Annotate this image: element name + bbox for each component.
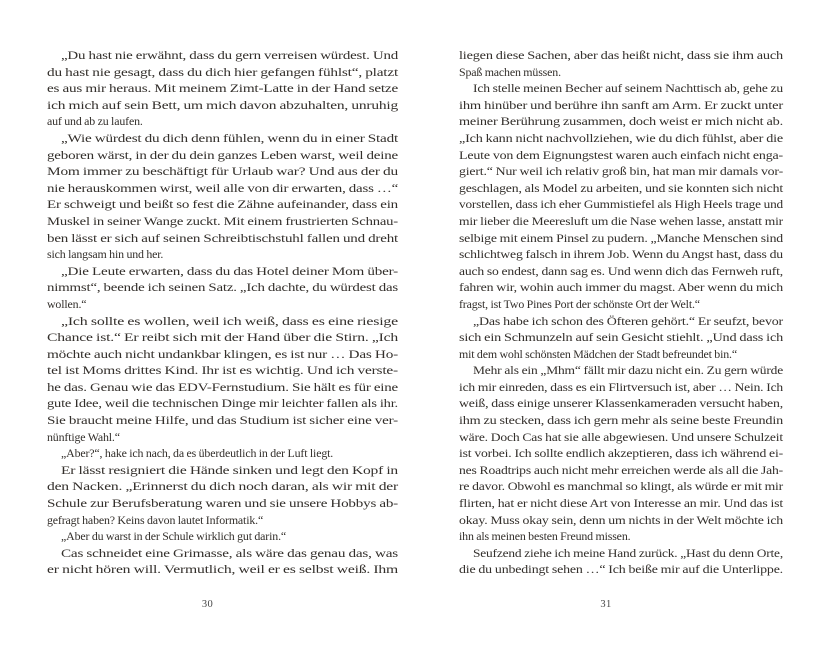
text-line-content: auch so endest, dann sag es. Und wenn dich das Fernweh ruft, (459, 263, 783, 278)
text-line (47, 180, 398, 197)
text-line (459, 163, 783, 180)
text-line (459, 313, 783, 330)
text-line-content: Ich stelle meinen Becher auf seinem Nachttisch ab, gehe zu (473, 81, 783, 96)
text-line (459, 64, 783, 81)
text-line-content: sich langsam hin und her. (47, 247, 164, 262)
text-line-content: re davor. Obwohl es manchmal so klingt, als würde er mit mir (459, 479, 783, 494)
text-line-content: „Wie würdest du dich denn fühlen, wenn du in einer Stadt (61, 130, 398, 145)
text-line (47, 263, 398, 280)
text-line (459, 412, 783, 429)
text-line (47, 395, 398, 412)
text-line (47, 246, 398, 263)
text-line-content: liegen diese Sachen, aber das heißt nicht, dass sie ihm auch (459, 48, 783, 62)
text-line-content: nimmst“, beende ich seinen Satz. „Ich dachte, du würdest das (47, 280, 398, 295)
text-line (459, 113, 783, 130)
text-line-content: ihm zu stecken, dass ich gern mehr als seine beste Freundin (459, 413, 783, 428)
text-line (459, 296, 783, 313)
text-line (47, 313, 398, 330)
text-line (47, 64, 398, 81)
text-line (459, 478, 783, 495)
text-line-content: selbige mit einem Pinsel zu pudern. „Manche Menschen sind (459, 230, 783, 245)
text-line-content: „Ich sollte es wollen, weil ich weiß, dass es eine riesige (61, 313, 398, 328)
text-line-content: gute Idee, weil die technischen Dinge mir leichter fallen als ihr. (47, 396, 398, 411)
text-line (47, 462, 398, 479)
text-line-content: „Ich kann nicht nachvollziehen, wie du dich fühlst, aber die (459, 130, 783, 145)
text-line-content: wäre. Doch Cas hat sie alle abgewiesen. Und unsere Schulzeit (459, 429, 783, 444)
text-line-content: vorstellen, dass ich eher Gummistiefel als High Heels trage und (459, 197, 783, 212)
text-line (459, 97, 783, 114)
text-line-content: Er schweigt und beißt so fest die Zähne aufeinander, dass ein (47, 197, 398, 212)
text-line-content: möchte auch nicht undankbar klingen, es ist nur … Das Ho- (47, 346, 398, 361)
text-line-content: Mehr als ein „Mhm“ fällt mir dazu nicht ein. Zu gern würde (473, 363, 783, 378)
text-line-content: fragst, ist Two Pines Port der schönste Ort der Welt.“ (459, 296, 700, 311)
text-line-content: geschlagen, als Model zu arbeiten, und sie konnten sich nicht (459, 180, 783, 195)
text-line-content: he das. Genau wie das EDV-Fernstudium. Sie hält es für eine (47, 379, 398, 394)
text-line-content: okay. Muss okay sein, denn um nichts in der Welt möchte ich (459, 512, 783, 527)
text-line (47, 362, 398, 379)
text-line (459, 246, 783, 263)
page-number-left: 30 (201, 599, 214, 610)
text-line (459, 263, 783, 280)
text-line-content: mir lieber die Meeresluft um die Nase wehen lasse, anstatt mir (459, 213, 783, 228)
text-line (459, 561, 783, 578)
text-line (47, 196, 398, 213)
text-line-content: Mom immer zu beschäftigt für Urlaub war? Und aus der du (47, 164, 398, 179)
text-line (459, 147, 783, 164)
text-line (47, 329, 398, 346)
text-line (47, 528, 398, 545)
text-line-content: auf und ab zu laufen. (47, 114, 143, 129)
text-line-content: geboren wärst, in der du dein ganzes Leben warst, weil deine (47, 147, 398, 162)
text-line-content: ich mich auf sein Bett, um mich davon abzuhalten, unruhig (47, 97, 398, 112)
text-line-content: Schule zur Berufsberatung waren und sie unsere Hobbys ab- (47, 496, 398, 511)
text-line (459, 445, 783, 462)
text-line-content: weiß, dass einige unserer Klassenkameraden versucht haben, (459, 396, 783, 411)
text-line-content: ihn als meinen besten Freund missen. (459, 529, 631, 544)
text-line-content: wollen.“ (47, 296, 87, 311)
text-line-content: die du unbedingt sehen …“ Ich beiße mir auf die Unterlippe. (459, 562, 783, 577)
text-line (47, 47, 398, 64)
text-line-content: mit dem wohl schönsten Mädchen der Stadt befreundet bin.“ (459, 346, 737, 361)
text-block (459, 47, 783, 578)
text-line (459, 130, 783, 147)
text-line (459, 47, 783, 64)
text-line (47, 113, 398, 130)
text-line (459, 528, 783, 545)
text-line (459, 329, 783, 346)
text-line-content: Leute von dem Eignungstest waren auch einfach nicht enga- (459, 147, 783, 162)
text-line (47, 478, 398, 495)
text-line-content: Chance ist.“ Er reibt sich mit der Hand über die Stirn. „Ich (47, 330, 398, 345)
text-line-content: nie herauskommen wirst, weil alle von dir erwarten, dass …“ (47, 180, 399, 195)
text-line-content: ich mir einreden, dass es ein Flirtversuch ist, aber … Nein. Ich (459, 379, 783, 394)
text-line-content: Sie braucht meine Hilfe, und das Studium ist sicher eine ver- (47, 413, 398, 428)
text-line-content: schlichtweg falsch in ihrem Job. Wenn du Angst hast, dass du (459, 247, 783, 262)
text-line (47, 279, 398, 296)
text-line-content: Er lässt resigniert die Hände sinken und legt den Kopf in (61, 462, 398, 477)
text-line (47, 163, 398, 180)
text-line (47, 296, 398, 313)
text-line (47, 130, 398, 147)
text-line-content: Seufzend ziehe ich meine Hand zurück. „Hast du denn Orte, (473, 545, 783, 560)
text-line (47, 512, 398, 529)
text-line (47, 495, 398, 512)
text-line (459, 346, 783, 363)
text-line (459, 180, 783, 197)
text-block (47, 47, 398, 578)
page-right (459, 47, 783, 578)
text-line-content: „Die Leute erwarten, dass du das Hotel deiner Mom über- (61, 263, 398, 278)
text-line-content: es aus mir heraus. Mit meinem Zimt-Latte in der Hand setze (47, 81, 398, 96)
text-line-content: gefragt haben? Keins davon lautet Informatik.“ (47, 512, 264, 527)
text-line (459, 362, 783, 379)
text-line (47, 412, 398, 429)
text-line (47, 80, 398, 97)
text-line (459, 429, 783, 446)
text-line (47, 445, 398, 462)
text-line-content: meiner Berührung zusammen, doch weist er mich nicht ab. (459, 114, 783, 129)
text-line-content: sich ein Schmunzeln auf sein Gesicht stiehlt. „Und dass ich (459, 330, 783, 345)
text-line-content: Spaß machen müssen. (459, 64, 561, 79)
text-line (47, 346, 398, 363)
text-line-content: flirten, hat er nicht diese Art von Interesse an mir. Und das ist (459, 496, 783, 511)
text-line-content: „Aber du warst in der Schule wirklich gut darin.“ (61, 529, 287, 544)
text-line-content: er nicht hören will. Vermutlich, weil er es selbst weiß. Ihm (47, 562, 398, 577)
text-line (459, 495, 783, 512)
text-line (47, 213, 398, 230)
text-line-content: ihm hinüber und berühre ihn sanft am Arm. Er zuckt unter (459, 97, 783, 112)
text-line (47, 561, 398, 578)
text-line (47, 230, 398, 247)
text-line (459, 213, 783, 230)
page-left (47, 47, 398, 578)
text-line-content: den Nacken. „Erinnerst du dich noch daran, als wir mit der (47, 479, 398, 494)
text-line-content: du hast nie gesagt, dass du dich hier gefangen fühlst“, platzt (47, 64, 398, 79)
text-line (459, 279, 783, 296)
text-line-content: ist vorbei. Ich sollte endlich akzeptieren, dass ich während ei- (459, 446, 783, 461)
text-line-content: „Aber?“, hake ich nach, da es überdeutlich in der Luft liegt. (61, 446, 334, 461)
text-line-content: fahren wir, wohin auch immer du magst. Aber wenn du mich (459, 280, 783, 295)
text-line-content: nes Roadtrips auch nicht mehr erreichen werde als all die Jah- (459, 462, 783, 477)
page-number-right: 31 (600, 599, 612, 610)
text-line (459, 395, 783, 412)
text-line (459, 230, 783, 247)
text-line (47, 379, 398, 396)
text-line-content: giert.“ Nur weil ich relativ groß bin, hat man mir damals vor- (459, 164, 783, 179)
text-line (47, 147, 398, 164)
text-line (459, 545, 783, 562)
text-line-content: Cas schneidet eine Grimasse, als wäre das genau das, was (61, 545, 398, 560)
text-line (459, 462, 783, 479)
text-line-content: „Du hast nie erwähnt, dass du gern verreisen würdest. Und (61, 48, 398, 62)
text-line (459, 512, 783, 529)
text-line (47, 429, 398, 446)
text-line-content: Muskel in seiner Wange zuckt. Mit einem frustrierten Schnau- (47, 213, 398, 228)
text-line-content: nünftige Wahl.“ (47, 429, 120, 444)
text-line (459, 80, 783, 97)
text-line (47, 545, 398, 562)
text-line-content: ben lässt er sich auf seinen Schreibtischstuhl fallen und dreht (47, 230, 398, 245)
text-line (47, 97, 398, 114)
text-line (459, 196, 783, 213)
text-line (459, 379, 783, 396)
text-line-content: tel ist Moms drittes Kind. Ihr ist es wichtig. Und ich verste- (47, 363, 399, 378)
text-line-content: „Das habe ich schon des Öfteren gehört.“ Er seufzt, bevor (473, 313, 783, 328)
